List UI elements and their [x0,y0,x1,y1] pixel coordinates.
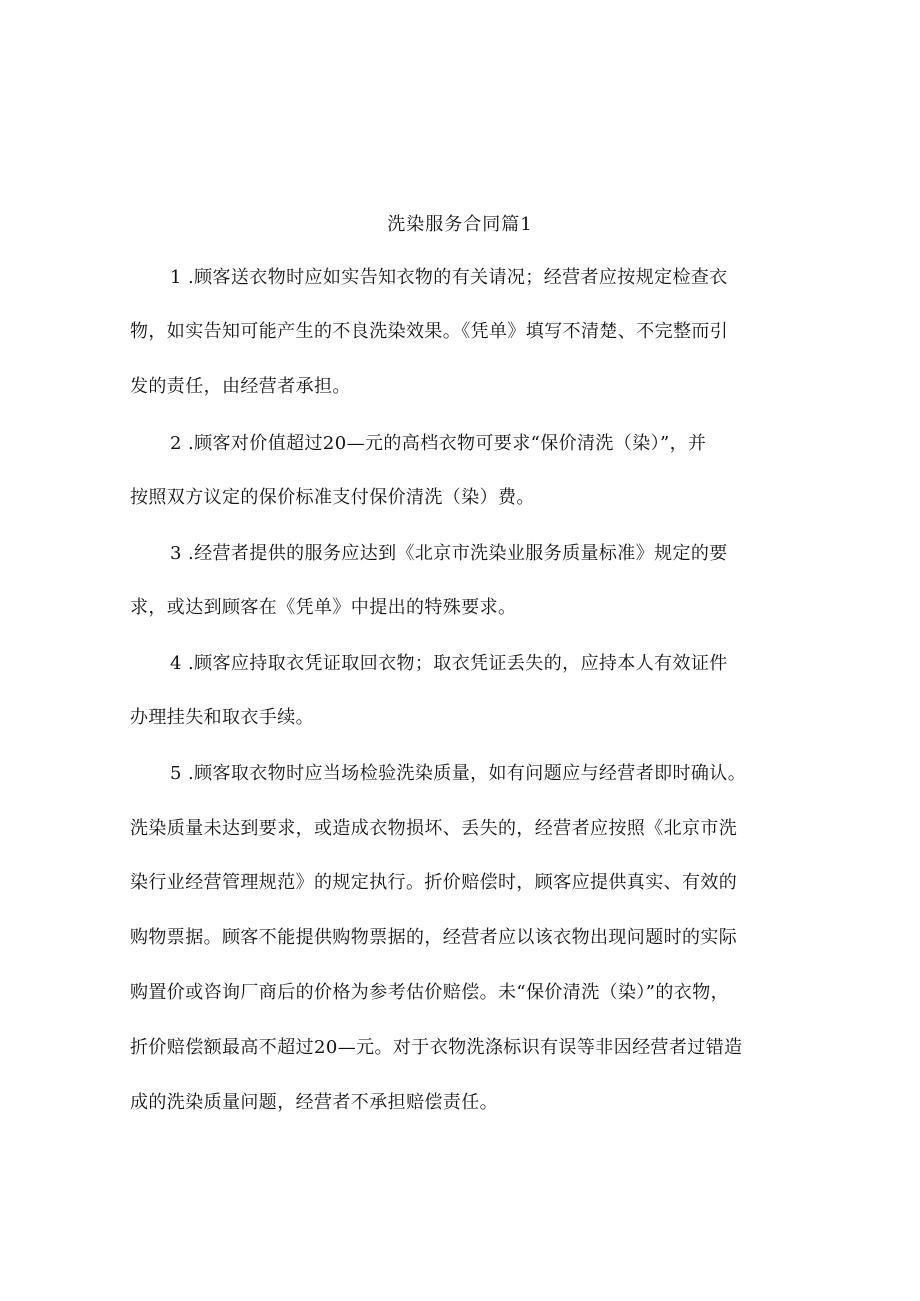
clause-5-line-5: 购置价或咨询厂商后的价格为参考估价赔偿。未“保价清洗（染）”的衣物， [130,982,730,1003]
clause-4-line-1: 4 .顾客应持取衣凭证取回衣物；取衣凭证丢失的，应持本人有效证件 [170,653,728,674]
clause-3-line-1: 3 .经营者提供的服务应达到《北京市洗染业服务质量标准》规定的要 [170,543,728,564]
clause-5-line-4: 购物票据。顾客不能提供购物票据的，经营者应以该衣物出现问题时的实际 [130,927,738,948]
clause-4-line-2: 办理挂失和取衣手续。 [130,707,314,728]
clause-5-line-2: 洗染质量未达到要求，或造成衣物损坏、丢失的，经营者应按照《北京市洗 [130,818,738,839]
clause-2-line-1: 2 .顾客对价值超过20—元的高档衣物可要求“保价清洗（染）”，并 [170,433,707,454]
clause-2-line-2: 按照双方议定的保价标准支付保价清洗（染）费。 [130,487,535,508]
clause-5-line-3: 染行业经营管理规范》的规定执行。折价赔偿时，顾客应提供真实、有效的 [130,872,738,893]
document-title: 洗染服务合同篇1 [387,214,533,235]
clause-1-line-1: 1 .顾客送衣物时应如实告知衣物的有关请况；经营者应按规定检查衣 [170,267,728,288]
clause-1-line-2: 物，如实告知可能产生的不良洗染效果。《凭单》填写不清楚、不完整而引 [130,321,729,342]
clause-3-line-2: 求，或达到顾客在《凭单》中提出的特殊要求。 [130,597,517,618]
clause-1-line-3: 发的责任，由经营者承担。 [130,376,351,397]
clause-5-line-7: 成的洗染质量问题，经营者不承担赔偿责任。 [130,1092,498,1113]
clause-5-line-1: 5 .顾客取衣物时应当场检验洗染质量，如有问题应与经营者即时确认。 [170,763,747,784]
clause-5-line-6: 折价赔偿额最高不超过20—元。对于衣物洗涤标识有误等非因经营者过错造 [130,1037,743,1058]
